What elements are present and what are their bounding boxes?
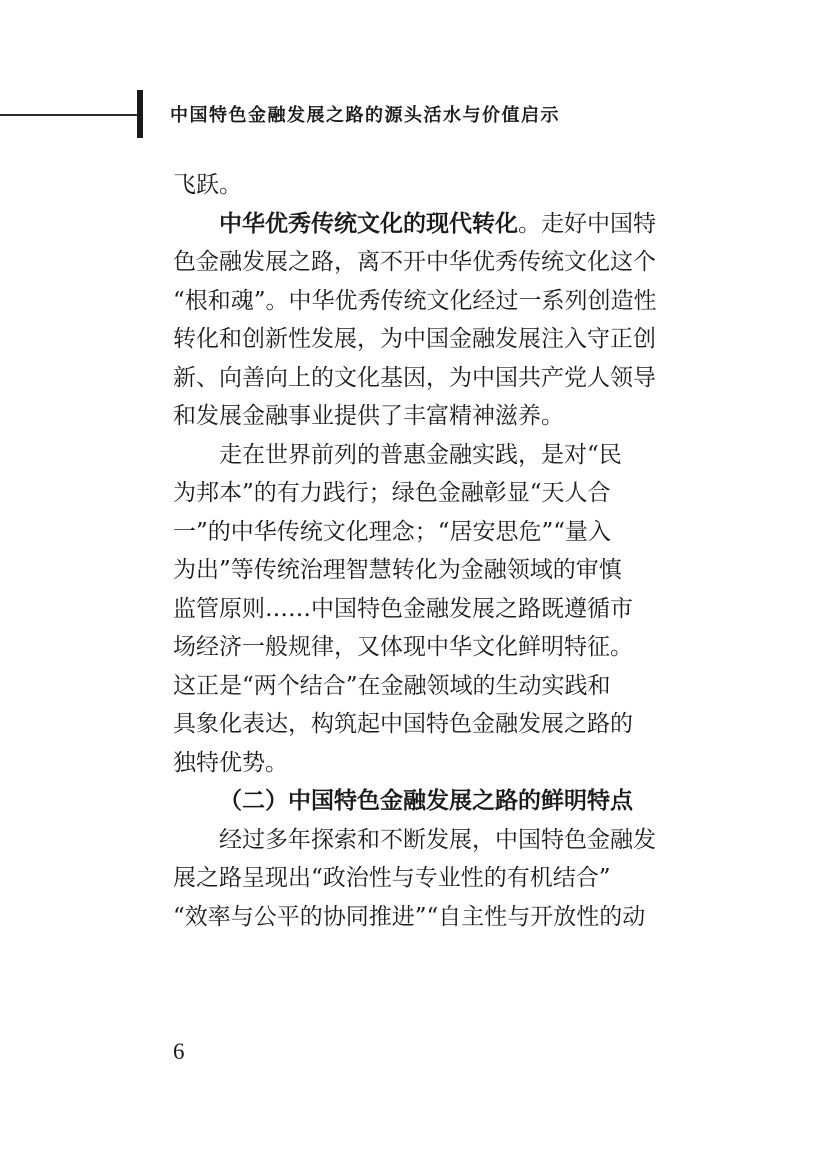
text-line: 场经济一般规律，又体现中华文化鲜明特征。: [173, 634, 633, 660]
header-rule: [0, 114, 138, 116]
text-line: 独特优势。: [173, 749, 288, 776]
text-line: 为出”等传统治理智慧转化为金融领域的审慎: [173, 557, 622, 583]
page-number: 6: [173, 1039, 185, 1064]
section-heading: （二）中国特色金融发展之路的鲜明特点: [219, 788, 633, 814]
text-run: 。走好中国特: [518, 210, 656, 237]
text-line: 具象化表达，构筑起中国特色金融发展之路的: [173, 711, 633, 737]
text-line: 转化和创新性发展，为中国金融发展注入守正创: [173, 326, 656, 352]
bold-lead-phrase: 中华优秀传统文化的现代转化: [219, 210, 518, 237]
text-line: 新、向善向上的文化基因，为中国共产党人领导: [173, 364, 656, 391]
text-line: 监管原则……中国特色金融发展之路既遵循市: [173, 595, 633, 622]
text-line: 这正是“两个结合”在金融领域的生动实践和: [173, 672, 611, 699]
text-line: 为邦本”的有力践行；绿色金融彰显“天人合: [173, 480, 611, 506]
page-body: [173, 166, 661, 936]
header-bar: [137, 90, 143, 138]
text-line: 色金融发展之路，离不开中华优秀传统文化这个: [173, 249, 656, 275]
text-line: “根和魂”。中华优秀传统文化经过一系列创造性: [173, 287, 657, 314]
text-line: 一”的中华传统文化理念；“居安思危”“量入: [173, 518, 612, 545]
text-line: 飞跃。: [173, 172, 242, 198]
text-line: 和发展金融事业提供了丰富精神滋养。: [173, 403, 564, 429]
text-line: “效率与公平的协同推进”“自主性与开放性的动: [173, 903, 646, 930]
text-line: 展之路呈现出“政治性与专业性的有机结合”: [173, 865, 611, 891]
text-line: 经过多年探索和不断发展，中国特色金融发: [219, 826, 656, 853]
paragraph-line: [173, 205, 661, 244]
text-line: 走在世界前列的普惠金融实践，是对“民: [219, 441, 622, 468]
running-header-title: 中国特色金融发展之路的源头活水与价值启示: [170, 105, 560, 126]
